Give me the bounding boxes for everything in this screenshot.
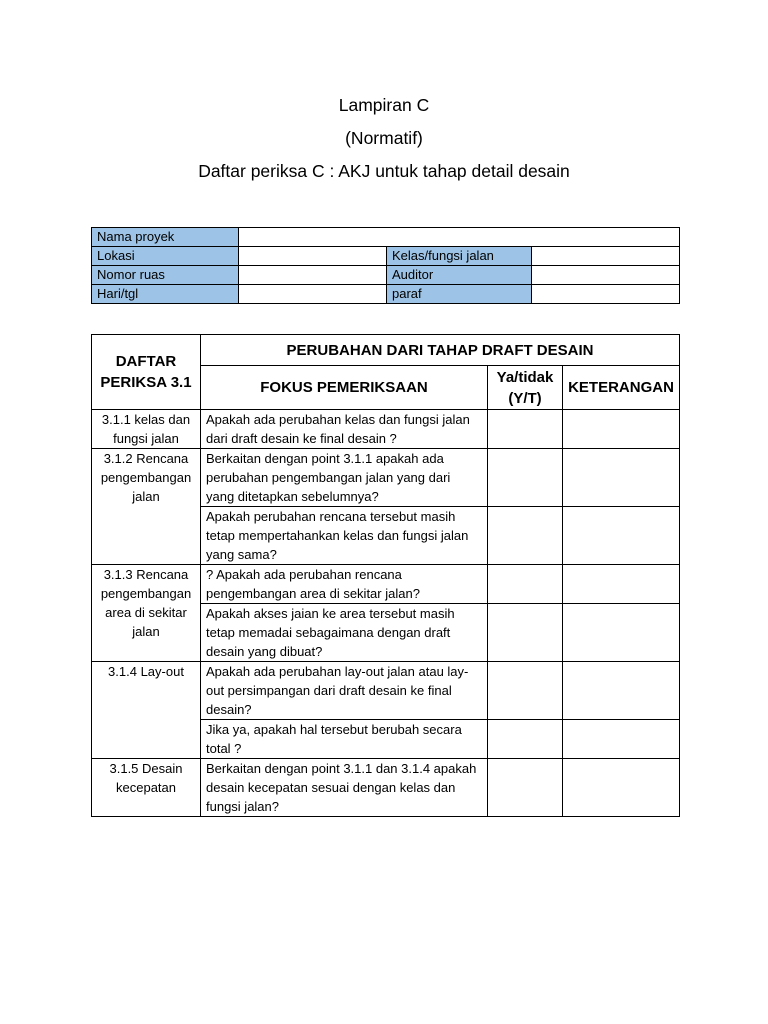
field-nomor-ruas[interactable] bbox=[239, 266, 387, 285]
header-keterangan: KETERANGAN bbox=[563, 366, 680, 410]
field-lokasi[interactable] bbox=[239, 247, 387, 266]
label-lokasi: Lokasi bbox=[92, 247, 239, 266]
checklist-table bbox=[91, 334, 680, 817]
label-paraf: paraf bbox=[387, 285, 532, 304]
section-label: 3.1.2 Rencana pengembangan jalan bbox=[92, 449, 201, 565]
header-daftar-periksa: DAFTAR PERIKSA 3.1 bbox=[92, 335, 201, 410]
note-cell[interactable] bbox=[563, 759, 680, 817]
question-text: ? Apakah ada perubahan rencana pengembangan area di sekitar jalan? bbox=[201, 565, 488, 604]
label-nama-proyek: Nama proyek bbox=[92, 228, 239, 247]
section-label: 3.1.5 Desain kecepatan bbox=[92, 759, 201, 817]
note-cell[interactable] bbox=[563, 604, 680, 662]
note-cell[interactable] bbox=[563, 662, 680, 720]
question-text: Berkaitan dengan point 3.1.1 apakah ada perubahan pengembangan jalan yang dari yang ditetapkan sebelumnya? bbox=[201, 449, 488, 507]
label-kelas-fungsi-jalan: Kelas/fungsi jalan bbox=[387, 247, 532, 266]
section-label: 3.1.4 Lay-out bbox=[92, 662, 201, 759]
note-cell[interactable] bbox=[563, 507, 680, 565]
answer-cell[interactable] bbox=[488, 604, 563, 662]
field-auditor[interactable] bbox=[532, 266, 680, 285]
field-paraf[interactable] bbox=[532, 285, 680, 304]
table-row bbox=[92, 565, 680, 604]
field-nama-proyek[interactable] bbox=[239, 228, 680, 247]
section-label: 3.1.1 kelas dan fungsi jalan bbox=[92, 410, 201, 449]
header-fokus-pemeriksaan: FOKUS PEMERIKSAAN bbox=[201, 366, 488, 410]
header-perubahan: PERUBAHAN DARI TAHAP DRAFT DESAIN bbox=[201, 335, 680, 366]
answer-cell[interactable] bbox=[488, 565, 563, 604]
answer-cell[interactable] bbox=[488, 410, 563, 449]
label-hari-tgl: Hari/tgl bbox=[92, 285, 239, 304]
answer-cell[interactable] bbox=[488, 720, 563, 759]
field-hari-tgl[interactable] bbox=[239, 285, 387, 304]
document-title-block bbox=[0, 92, 768, 191]
note-cell[interactable] bbox=[563, 449, 680, 507]
answer-cell[interactable] bbox=[488, 449, 563, 507]
title-daftar-periksa: Daftar periksa C : AKJ untuk tahap detail desain bbox=[198, 161, 570, 181]
table-row bbox=[92, 449, 680, 507]
question-text: Apakah ada perubahan lay-out jalan atau lay-out persimpangan dari draft desain ke final desain? bbox=[201, 662, 488, 720]
question-text: Jika ya, apakah hal tersebut berubah secara total ? bbox=[201, 720, 488, 759]
table-row bbox=[92, 410, 680, 449]
table-row bbox=[92, 759, 680, 817]
question-text: Apakah ada perubahan kelas dan fungsi jalan dari draft desain ke final desain ? bbox=[201, 410, 488, 449]
answer-cell[interactable] bbox=[488, 759, 563, 817]
label-auditor: Auditor bbox=[387, 266, 532, 285]
answer-cell[interactable] bbox=[488, 662, 563, 720]
title-lampiran: Lampiran C bbox=[338, 95, 430, 115]
question-text: Apakah akses jaian ke area tersebut masih tetap memadai sebagaimana dengan draft desain yang dibuat? bbox=[201, 604, 488, 662]
note-cell[interactable] bbox=[563, 565, 680, 604]
note-cell[interactable] bbox=[563, 720, 680, 759]
question-text: Berkaitan dengan point 3.1.1 dan 3.1.4 apakah desain kecepatan sesuai dengan kelas dan fungsi jalan? bbox=[201, 759, 488, 817]
question-text: Apakah perubahan rencana tersebut masih tetap mempertahankan kelas dan fungsi jalan yang sama? bbox=[201, 507, 488, 565]
label-nomor-ruas: Nomor ruas bbox=[92, 266, 239, 285]
section-label: 3.1.3 Rencana pengembangan area di sekitar jalan bbox=[92, 565, 201, 662]
project-info-table bbox=[91, 227, 680, 304]
field-kelas-fungsi-jalan[interactable] bbox=[532, 247, 680, 266]
note-cell[interactable] bbox=[563, 410, 680, 449]
title-normatif: (Normatif) bbox=[345, 128, 423, 148]
answer-cell[interactable] bbox=[488, 507, 563, 565]
table-row bbox=[92, 662, 680, 720]
header-ya-tidak: Ya/tidak (Y/T) bbox=[488, 366, 563, 410]
